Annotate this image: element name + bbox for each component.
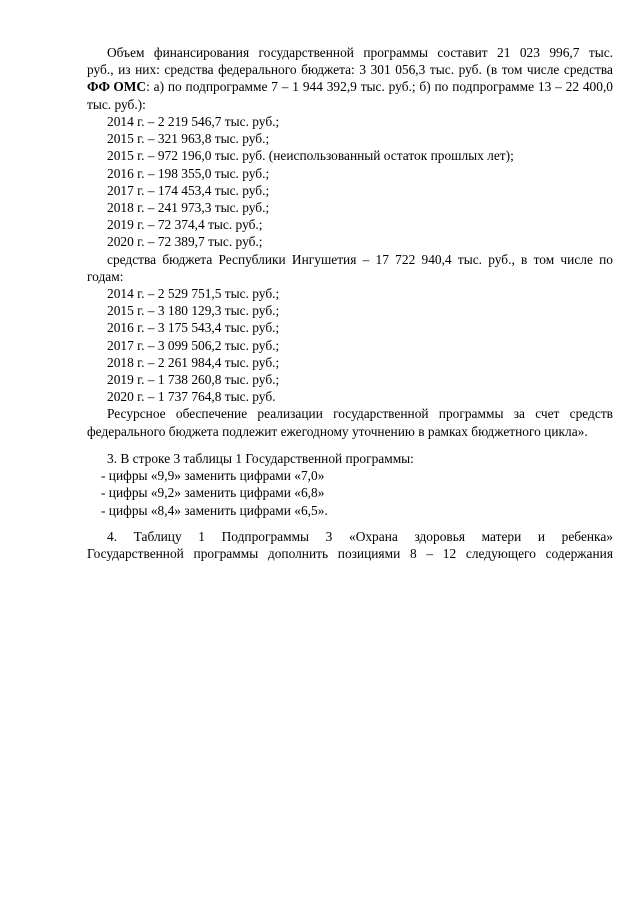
regional-years-list <box>87 285 613 405</box>
section-3 <box>87 450 613 519</box>
ff-oms-label: ФФ ОМС <box>87 79 147 95</box>
financing-line-2 <box>87 61 613 78</box>
section-4-text-2: Государственной программы дополнить позициями 8 – 12 следующего содержания <box>87 546 613 562</box>
section-3-heading: 3. В строке 3 таблицы 1 Государственной программы: <box>107 451 414 466</box>
regional-text-2: годам: <box>87 268 124 284</box>
financing-text-3: : а) по подпрограмме 7 – 1 944 392,9 тыс. руб.; б) по подпрограмме 13 – 22 400,0 <box>146 79 613 95</box>
section-3-item: - цифры «9,2» заменить цифрами «6,8» <box>101 485 325 501</box>
financing-text-1: Объем финансирования государственной программы составит 21 023 996,7 тыс. <box>107 45 613 60</box>
section-4-line-2 <box>87 545 613 562</box>
financing-line-3 <box>87 78 613 95</box>
financing-text-2: руб., из них: средства федерального бюджета: 3 301 056,3 тыс. руб. (в том числе средства <box>87 62 613 78</box>
federal-year-item: 2015 г. – 972 196,0 тыс. руб. (неиспользованный остаток прошлых лет); <box>107 148 514 164</box>
section-4-text-1: 4. Таблицу 1 Подпрограммы 3 «Охрана здоровья матери и ребенка» <box>107 529 613 544</box>
regional-text-1: средства бюджета Республики Ингушетия – 17 722 940,4 тыс. руб., в том числе по <box>107 251 613 267</box>
regional-year-item: 2014 г. – 2 529 751,5 тыс. руб.; <box>107 286 280 301</box>
regional-year-item: 2017 г. – 3 099 506,2 тыс. руб.; <box>107 337 280 353</box>
federal-year-item: 2015 г. – 321 963,8 тыс. руб.; <box>107 131 270 147</box>
resource-line-1 <box>87 405 613 422</box>
regional-year-item: 2016 г. – 3 175 543,4 тыс. руб.; <box>107 320 280 336</box>
financing-line-1 <box>87 44 613 61</box>
regional-line-1 <box>87 251 613 268</box>
federal-year-item: 2014 г. – 2 219 546,7 тыс. руб.; <box>107 114 280 129</box>
section-4-line-1 <box>87 528 613 545</box>
regional-budget-paragraph <box>87 251 613 285</box>
federal-year-item: 2019 г. – 72 374,4 тыс. руб.; <box>107 217 263 233</box>
section-4 <box>87 528 613 562</box>
section-3-item: - цифры «8,4» заменить цифрами «6,5». <box>101 502 328 518</box>
regional-year-item: 2015 г. – 3 180 129,3 тыс. руб.; <box>107 303 280 319</box>
federal-year-item: 2018 г. – 241 973,3 тыс. руб.; <box>107 199 270 215</box>
regional-year-item: 2020 г. – 1 737 764,8 тыс. руб. <box>107 389 276 405</box>
federal-year-item: 2017 г. – 174 453,4 тыс. руб.; <box>107 182 270 198</box>
federal-year-item: 2020 г. – 72 389,7 тыс. руб.; <box>107 234 263 250</box>
section-3-item: - цифры «9,9» заменить цифрами «7,0» <box>101 468 325 484</box>
resource-text-2: федерального бюджета подлежит ежегодному уточнению в рамках бюджетного цикла». <box>87 423 588 439</box>
financing-text-4: тыс. руб.): <box>87 96 146 112</box>
financing-paragraph <box>87 44 613 113</box>
regional-year-item: 2019 г. – 1 738 260,8 тыс. руб.; <box>107 371 280 387</box>
federal-year-item: 2016 г. – 198 355,0 тыс. руб.; <box>107 165 270 181</box>
resource-text-1: Ресурсное обеспечение реализации государственной программы за счет средств <box>107 406 613 422</box>
federal-years-list <box>87 113 613 251</box>
regional-year-item: 2018 г. – 2 261 984,4 тыс. руб.; <box>107 354 280 370</box>
resource-paragraph <box>87 405 613 439</box>
